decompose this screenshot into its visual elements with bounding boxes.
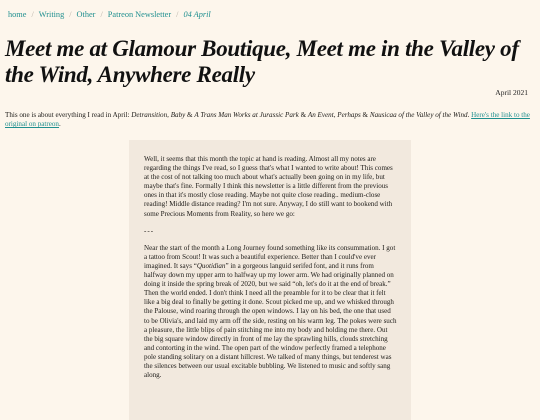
summary-ampersand: & xyxy=(185,111,195,120)
newsletter-content xyxy=(129,140,411,420)
paragraph-text: Near the start of the month a Long Journey found something like its consummation. I got a tattoo from Scout! It was such a beautiful experience. Better than I could've ever imagined. It says “ xyxy=(144,243,396,270)
paragraph-text: ” in a gorgeous languid serifed font, and it runs from halfway down my upper arm to halfway up my lower arm. We had originally planned on doing it inside the spring break of 2020, but we said “oh, let's do it at the end of break.” Then the world ended. I don't think I need all the preamble for it to be clear that it felt like a big deal to finally be getting it done. Scout picked me up, and we whisked through the Palouse, wind roaring through the open windows. I lay on his bed, the one that used to be Olivia's, and laid my arm off the side, resting on his warm leg. The pokes were such a pleasure, the little blips of pain stitching me into my body and holding me there. Out the big square window directly in front of me lay the sprawling hills, clouds stretching and contorting in the wind. The open part of the window perfectly framed a telephone pole standing solitary on a distant hillcrest. We talked of many things, but tenderest was the silences between our usual excitable bubbling. We listened to music and softly sang along. xyxy=(144,261,397,380)
patreon-original-link[interactable]: Here's the link to the original on patreon xyxy=(5,111,530,129)
summary-ampersand: & xyxy=(360,111,370,120)
post-summary xyxy=(5,111,533,129)
summary-period: . xyxy=(467,111,472,120)
breadcrumb-separator: / xyxy=(100,10,103,19)
breadcrumb-separator: / xyxy=(176,10,179,19)
breadcrumb-home-link[interactable]: home xyxy=(8,10,27,19)
summary-book-title: Detransition, Baby xyxy=(131,111,186,120)
summary-end: . xyxy=(58,120,61,129)
content-paragraph-tattoo xyxy=(144,244,397,380)
summary-book-title: Nausicaa of the Valley of the Wind xyxy=(369,111,468,120)
breadcrumb-writing-link[interactable]: Writing xyxy=(38,10,65,19)
content-paragraph-intro: Well, it seems that this month the topic at hand is reading. Almost all my notes are regarding the things I've read, so I guess that's what I wanted to write about! This comes at the cost of not talking too much about what's actually been going on in my life, but maybe that's fine. Formally I think this newsletter is a little different from the previous ones in that it's mostly close reading. Maybe not quite close reading.. medium-close reading! Middle distance reading? I'm not sure. Anyway, I do still want to bookend with some Precious Moments from Reality, so here we go: xyxy=(144,155,393,218)
breadcrumb-other-link[interactable]: Other xyxy=(76,10,96,19)
tattoo-word: Quotidian xyxy=(196,261,226,270)
breadcrumb xyxy=(8,10,211,19)
breadcrumb-separator: / xyxy=(31,10,34,19)
section-divider: --- xyxy=(144,226,155,235)
summary-book-title: A Trans Man Works at Jurassic Park xyxy=(194,111,299,120)
summary-ampersand: & xyxy=(298,111,308,120)
breadcrumb-separator: / xyxy=(69,10,72,19)
post-date: April 2021 xyxy=(495,88,528,97)
page-title: Meet me at Glamour Boutique, Meet me in the Valley of the Wind, Anywhere Really xyxy=(5,36,519,87)
summary-intro: This one is about everything I read in April: xyxy=(5,111,132,120)
breadcrumb-current-page: 04 April xyxy=(183,10,211,19)
breadcrumb-newsletter-link[interactable]: Patreon Newsletter xyxy=(107,10,172,19)
summary-book-title: An Event, Perhaps xyxy=(307,111,361,120)
